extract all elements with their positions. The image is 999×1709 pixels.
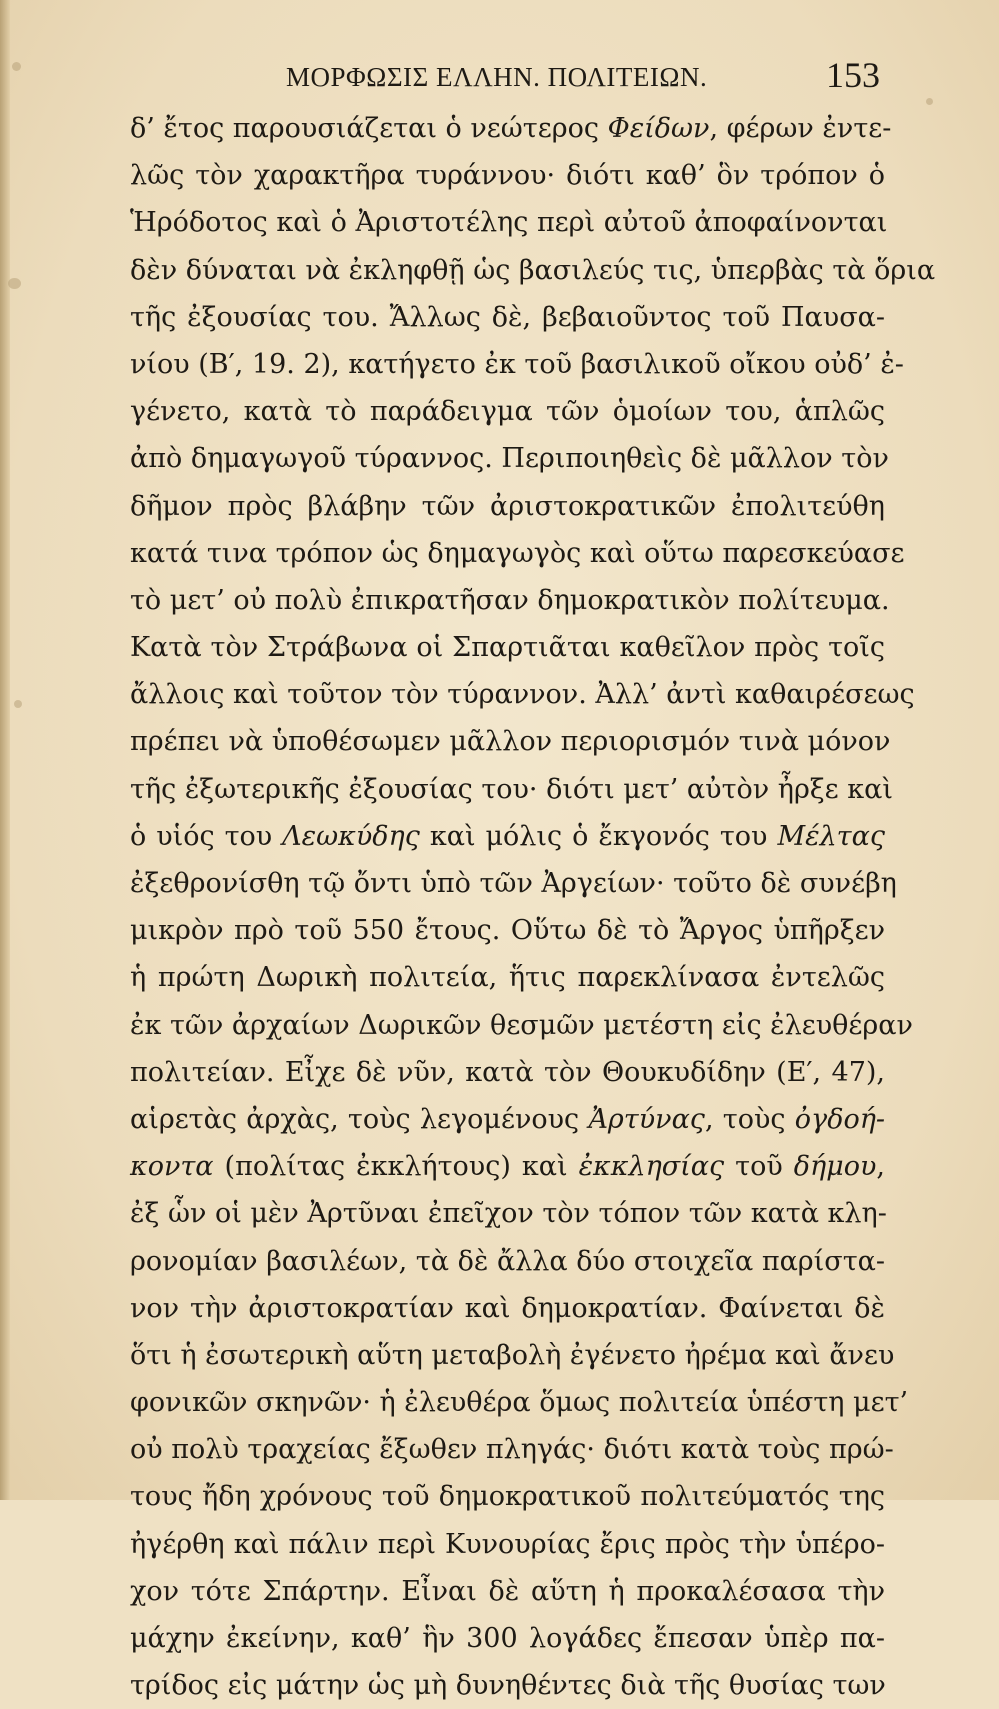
text-run: δὲν δύναται νὰ ἐκληφθῇ ὡς βασιλεύς τις, ὑπερβὰς τὰ ὅρια: [130, 254, 936, 286]
foxing-spot: [12, 62, 21, 71]
text-line: [130, 388, 885, 435]
text-run: δ’ ἔτος παρουσιάζεται ὁ νεώτερος: [130, 113, 608, 144]
body-text: [130, 105, 936, 1709]
foxing-spot: [8, 278, 21, 289]
text-run: αἱρετὰς ἀρχὰς, τοὺς λεγομένους: [130, 1103, 589, 1135]
text-run: γένετο, κατὰ τὸ παράδειγμα τῶν ὁμοίων του, ἁπλῶς: [130, 396, 885, 428]
text-line: [130, 813, 885, 860]
text-line: [130, 624, 885, 671]
text-run: ἐξ ὧν οἱ μὲν Ἀρτῦναι ἐπεῖχον τὸν τόπον τῶν κατὰ κλη-: [130, 1198, 887, 1230]
text-line: [130, 1143, 885, 1190]
text-line: [130, 435, 889, 482]
text-line: [130, 152, 885, 199]
text-run: ἀπὸ δημαγωγοῦ τύραννος. Περιποιηθεὶς δὲ μᾶλλον τὸν: [130, 443, 889, 475]
text-line: [130, 483, 885, 530]
text-line: [130, 718, 891, 765]
text-run: πολιτείαν. Εἶχε δὲ νῦν, κατὰ τὸν Θουκυδίδην (Ε′, 47),: [130, 1056, 885, 1088]
text-run: χον τότε Σπάρτην. Εἶναι δὲ αὕτη ἡ προκαλέσασα τὴν: [130, 1575, 885, 1607]
text-run: ἄλλοις καὶ τοῦτον τὸν τύραννον. Ἀλλ’ ἀντὶ καθαιρέσεως: [130, 679, 915, 711]
text-run: τῆς ἐξωτερικῆς ἐξουσίας του· διότι μετ’ αὐτὸν ἦρξε καὶ: [130, 773, 893, 805]
text-line: [130, 907, 885, 954]
text-run: λῶς τὸν χαρακτῆρα τυράννου· διότι καθ’ ὃν τρόπον ὁ: [130, 160, 885, 192]
text-line: [130, 199, 888, 246]
text-run: ἐξεθρονίσθη τῷ ὄντι ὑπὸ τῶν Ἀργείων· τοῦτο δὲ συνέβη: [130, 868, 897, 899]
text-line: [130, 954, 885, 1001]
italic-term: κοντα: [130, 1151, 214, 1183]
text-run: Κατὰ τὸν Στράβωνα οἱ Σπαρτιᾶται καθεῖλον πρὸς τοῖς: [130, 632, 885, 664]
italic-term: Ἀρτύνας: [588, 1103, 705, 1135]
text-run: δῆμον πρὸς βλάβην τῶν ἀριστοκρατικῶν ἐπολιτεύθη: [130, 490, 885, 522]
foxing-spot: [14, 700, 22, 708]
text-run: τὸ μετ’ οὐ πολὺ ἐπικρατῆσαν δημοκρατικὸν πολίτευμα.: [130, 584, 890, 616]
text-line: [130, 1426, 894, 1473]
text-run: ,: [876, 1151, 885, 1183]
text-run: , τοὺς: [704, 1103, 795, 1135]
text-run: καὶ μόλις ὁ ἔκγονός του: [419, 820, 778, 852]
text-run: τῆς ἐξουσίας του. Ἄλλως δὲ, βεβαιοῦντος τοῦ Παυσα-: [130, 301, 885, 333]
text-line: [130, 341, 904, 388]
text-line: [130, 1379, 909, 1426]
text-run: ρονομίαν βασιλέων, τὰ δὲ ἄλλα δύο στοιχεῖα παρίστα-: [130, 1245, 885, 1277]
text-line: [130, 1615, 885, 1662]
text-line: [130, 1096, 885, 1143]
text-line: [130, 247, 936, 294]
text-run: μικρὸν πρὸ τοῦ 550 ἔτους. Οὕτω δὲ τὸ Ἄργος ὑπῆρξεν: [130, 915, 885, 947]
text-run: νον τὴν ἀριστοκρατίαν καὶ δημοκρατίαν. Φαίνεται δὲ: [130, 1292, 885, 1324]
italic-term: ὀγδοή-: [794, 1103, 885, 1135]
text-line: [130, 1238, 885, 1285]
text-run: τρίδος εἰς μάτην ὡς μὴ δυνηθέντες διὰ τῆς θυσίας των: [130, 1670, 886, 1702]
text-run: τοῦ: [724, 1151, 794, 1183]
text-run: ἠγέρθη καὶ πάλιν περὶ Κυνουρίας ἔρις πρὸς τὴν ὑπέρο-: [130, 1528, 885, 1560]
text-run: ἡ πρώτη Δωρικὴ πολιτεία, ἥτις παρεκλίνασα ἐντελῶς: [130, 962, 885, 994]
running-title: ΜΟΡΦΩΣΙΣ ΕΛΛΗΝ. ΠΟΛΙΤΕΙΩΝ.: [286, 62, 708, 92]
text-run: κατά τινα τρόπον ὡς δημαγωγὸς καὶ οὕτω παρεσκεύασε: [130, 537, 905, 569]
italic-term: ἐκκλησίας: [578, 1151, 725, 1183]
text-run: ἐκ τῶν ἀρχαίων Δωρικῶν θεσμῶν μετέστη εἰς ἐλευθέραν: [130, 1009, 913, 1041]
page-number: 153: [826, 55, 880, 95]
text-run: τους ἤδη χρόνους τοῦ δημοκρατικοῦ πολιτεύματός της: [130, 1481, 885, 1513]
page-header: [130, 52, 880, 102]
text-run: Ἡρόδοτος καὶ ὁ Ἀριστοτέλης περὶ αὐτοῦ ἀποφαίνονται: [130, 207, 888, 239]
text-line: [130, 105, 892, 152]
italic-term: Μέλτας: [777, 820, 885, 852]
text-run: πρέπει νὰ ὑποθέσωμεν μᾶλλον περιορισμόν τινὰ μόνον: [130, 726, 891, 758]
text-line: [130, 1002, 913, 1049]
text-line: [130, 766, 893, 813]
text-line: [130, 294, 885, 341]
page-edge: [0, 0, 10, 1500]
italic-term: δήμου: [793, 1151, 877, 1183]
foxing-spot: [926, 98, 933, 105]
text-line: [130, 1473, 885, 1520]
text-run: μάχην ἐκείνην, καθ’ ἣν 300 λογάδες ἔπεσαν ὑπὲρ πα-: [130, 1623, 885, 1654]
text-line: [130, 577, 890, 624]
text-run: ὁ υἱός του: [130, 820, 283, 852]
text-line: [130, 1332, 895, 1379]
text-line: [130, 1521, 885, 1568]
italic-term: Φείδων: [607, 113, 710, 144]
text-run: νίου (Β′, 19. 2), κατήγετο ἐκ τοῦ βασιλικοῦ οἴκου οὐδ’ ἐ-: [130, 348, 904, 380]
text-line: [130, 1568, 885, 1615]
text-run: , φέρων ἐντε-: [709, 113, 892, 144]
text-line: [130, 1285, 885, 1332]
text-line: [130, 671, 915, 718]
text-line: [130, 530, 905, 577]
text-run: ὅτι ἡ ἐσωτερικὴ αὕτη μεταβολὴ ἐγένετο ἠρέμα καὶ ἄνευ: [130, 1339, 895, 1371]
text-run: (πολίτας ἐκκλήτους) καὶ: [213, 1151, 579, 1183]
text-line: [130, 1049, 885, 1096]
text-run: οὐ πολὺ τραχείας ἔξωθεν πληγάς· διότι κατὰ τοὺς πρώ-: [130, 1434, 894, 1466]
text-line: [130, 860, 897, 907]
text-run: φονικῶν σκηνῶν· ἡ ἐλευθέρα ὅμως πολιτεία ὑπέστη μετ’: [130, 1387, 909, 1419]
italic-term: Λεωκύδης: [282, 820, 420, 852]
text-line: [130, 1190, 885, 1237]
text-line: [130, 1662, 885, 1709]
